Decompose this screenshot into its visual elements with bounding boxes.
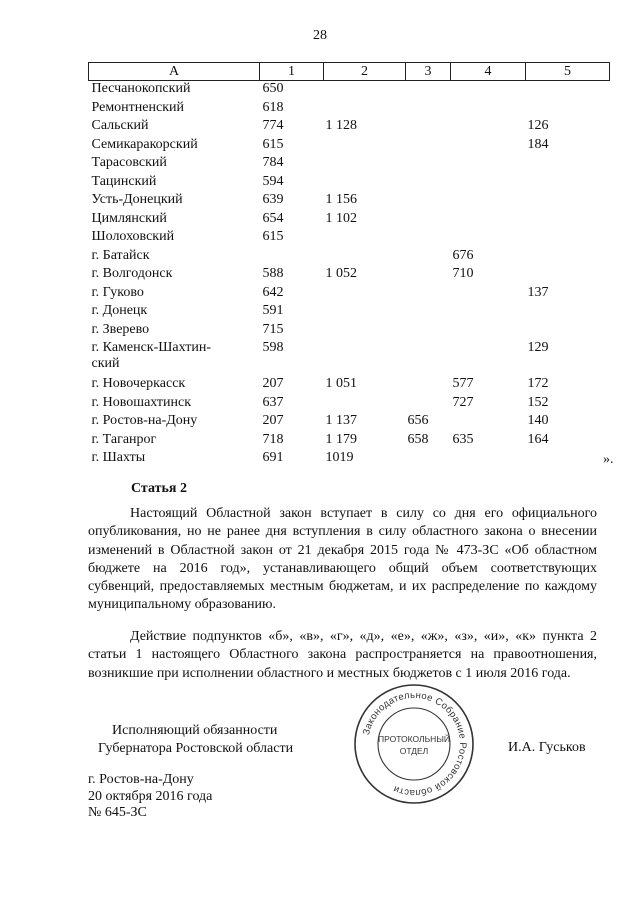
- table-cell: 615: [262, 136, 284, 152]
- table-row: [89, 266, 610, 285]
- municipality-name: Шолоховский: [91, 229, 175, 244]
- table-cell: [406, 340, 451, 376]
- table-row: [89, 174, 610, 193]
- table-row: [89, 432, 610, 451]
- table-cell: [526, 100, 610, 119]
- table-cell: [526, 155, 610, 174]
- table-cell: [526, 303, 610, 322]
- article-paragraph-2: Действие подпунктов «б», «в», «г», «д», «е», «ж», «з», «и», «к» пункта 2 статьи 1 настоящего Областного закона распространяется на правоотношения, возникшие при исполнении областного и местных бюджетов с 1 июля 2016 года.: [88, 629, 597, 681]
- table-cell: 676: [452, 247, 474, 263]
- table-cell: [526, 229, 610, 248]
- table-cell: [526, 192, 610, 211]
- table-row: [89, 322, 610, 341]
- table-cell: 598: [262, 340, 284, 355]
- table-cell: [324, 340, 406, 376]
- table-cell: 184: [527, 136, 549, 152]
- municipality-name: г. Гуково: [91, 284, 144, 300]
- column-header: 3: [406, 63, 451, 81]
- table-cell: [406, 174, 451, 193]
- table-cell: [324, 229, 406, 248]
- closing-quote: ».: [603, 452, 614, 467]
- table-row: [89, 413, 610, 432]
- municipality-name: г. Донецк: [91, 303, 148, 318]
- table-cell: 588: [262, 266, 284, 281]
- stamp-outer-ring: [355, 685, 473, 803]
- table-cell: [451, 450, 526, 469]
- table-row: [89, 303, 610, 322]
- table-cell: 137: [527, 284, 549, 300]
- municipality-name: Тарасовский: [91, 155, 167, 170]
- table-cell: 654: [262, 210, 284, 226]
- official-stamp: [352, 682, 476, 806]
- municipality-name: Песчанокопский: [91, 81, 191, 96]
- table-row: [89, 137, 610, 156]
- column-header: А: [89, 63, 260, 81]
- table-cell: 129: [527, 340, 549, 355]
- table-cell: 691: [262, 450, 284, 465]
- municipality-name: Семикаракорский: [91, 136, 198, 152]
- table-cell: [526, 450, 610, 469]
- table-cell: 774: [262, 118, 284, 133]
- column-header: 2: [324, 63, 406, 81]
- table-cell: [451, 118, 526, 137]
- table-cell: [406, 229, 451, 248]
- table-cell: 615: [262, 229, 284, 244]
- table-cell: [526, 81, 610, 100]
- table-row: [89, 100, 610, 119]
- table-cell: [451, 174, 526, 193]
- table-cell: 140: [527, 413, 549, 428]
- table-cell: [451, 192, 526, 211]
- municipality-name: г. Зверево: [91, 321, 150, 337]
- table-cell: [324, 100, 406, 119]
- table-cell: [451, 322, 526, 341]
- table-cell: 618: [262, 99, 284, 115]
- stamp-inner-ring: [378, 708, 450, 780]
- table-cell: [451, 81, 526, 100]
- municipality-name: г. Новошахтинск: [91, 394, 192, 410]
- signatory-title: [98, 722, 293, 758]
- table-row: [89, 155, 610, 174]
- municipality-name: Усть-Донецкий: [91, 192, 183, 207]
- municipality-name: Ремонтненский: [91, 99, 184, 115]
- table-cell: 1 051: [325, 376, 357, 391]
- table-row: [89, 285, 610, 304]
- table-cell: 594: [262, 173, 284, 189]
- table-cell: [406, 118, 451, 137]
- column-header: 1: [260, 63, 324, 81]
- signatory-title-line-2: Губернатора Ростовской области: [98, 741, 294, 756]
- table-cell: 642: [262, 284, 284, 300]
- table-cell: [451, 303, 526, 322]
- table-cell: 1019: [325, 450, 354, 465]
- table-cell: 1 102: [325, 210, 357, 226]
- table-cell: [451, 285, 526, 304]
- page-number: 28: [313, 28, 327, 43]
- table-cell: 591: [262, 303, 284, 318]
- column-header: 5: [526, 63, 610, 81]
- table-cell: 656: [407, 413, 429, 428]
- column-header: 4: [451, 63, 526, 81]
- table-cell: 727: [452, 394, 474, 410]
- table-cell: 207: [262, 376, 284, 391]
- municipality-name: г. Шахты: [91, 450, 146, 465]
- table-cell: [406, 192, 451, 211]
- table-row: [89, 211, 610, 230]
- table-row: [89, 450, 610, 469]
- table-cell: 152: [527, 394, 549, 410]
- article-title: Статья 2: [131, 481, 187, 496]
- table-cell: [406, 155, 451, 174]
- table-cell: [526, 266, 610, 285]
- table-row: [89, 118, 610, 137]
- signatory-title-line-1: Исполняющий обязанности: [112, 723, 278, 738]
- table-header-row: [89, 63, 610, 81]
- table-cell: [324, 155, 406, 174]
- table-cell: 650: [262, 81, 284, 96]
- table-cell: [406, 376, 451, 395]
- table-cell: [406, 450, 451, 469]
- table-cell: 126: [527, 118, 549, 133]
- table-row: [89, 229, 610, 248]
- table-cell: [324, 137, 406, 156]
- municipality-name: г. Батайск: [91, 247, 150, 263]
- subvention-table: [88, 62, 610, 469]
- table-row: [89, 81, 610, 100]
- table-row: [89, 192, 610, 211]
- table-cell: [406, 137, 451, 156]
- table-cell: [260, 248, 324, 267]
- table-cell: 1 052: [325, 266, 357, 281]
- municipality-name: Цимлянский: [91, 210, 167, 226]
- table-cell: [406, 266, 451, 285]
- table-cell: [406, 322, 451, 341]
- signatory-name: И.А. Гуськов: [508, 740, 586, 755]
- table-cell: [406, 285, 451, 304]
- table-cell: 172: [527, 376, 549, 391]
- table-cell: [451, 229, 526, 248]
- municipality-name: г. Новочеркасск: [91, 376, 186, 391]
- stamp-ring-text: Законодательное Собрание Ростовской области: [360, 689, 469, 799]
- table-cell: [406, 100, 451, 119]
- table-cell: [324, 285, 406, 304]
- table-cell: [451, 211, 526, 230]
- table-row: [89, 376, 610, 395]
- table-cell: [406, 81, 451, 100]
- table-row: [89, 340, 610, 376]
- table-cell: [324, 395, 406, 414]
- table-cell: 1 179: [325, 431, 357, 447]
- table-cell: [324, 248, 406, 267]
- city: г. Ростов-на-Дону: [88, 772, 194, 787]
- table-cell: 658: [407, 431, 429, 447]
- table-cell: 718: [262, 431, 284, 447]
- table-cell: 635: [452, 431, 474, 447]
- table-cell: [526, 211, 610, 230]
- table-cell: [526, 174, 610, 193]
- date: 20 октября 2016 года: [88, 788, 213, 804]
- stamp-center-line-2: ОТДЕЛ: [399, 746, 429, 756]
- table-cell: 207: [262, 413, 284, 428]
- table-row: [89, 395, 610, 414]
- municipality-name: Сальский: [91, 118, 149, 133]
- table-cell: 164: [527, 431, 549, 447]
- table-row: [89, 248, 610, 267]
- table-cell: [451, 340, 526, 376]
- municipality-name: г. Ростов-на-Дону: [91, 413, 198, 428]
- municipality-name: г. Волгодонск: [91, 266, 173, 281]
- table-cell: [324, 174, 406, 193]
- table-cell: 784: [262, 155, 284, 170]
- table-cell: 710: [452, 266, 474, 281]
- table-cell: 1 128: [325, 118, 357, 133]
- table-cell: [324, 322, 406, 341]
- municipality-name: Тацинский: [91, 173, 157, 189]
- table-cell: 1 156: [325, 192, 357, 207]
- table-cell: [324, 303, 406, 322]
- municipality-name: г. Каменск-Шахтин- ский: [91, 340, 212, 371]
- table-cell: 639: [262, 192, 284, 207]
- table-cell: [406, 248, 451, 267]
- municipality-name: г. Таганрог: [91, 431, 157, 447]
- law-number: № 645-ЗС: [88, 805, 147, 820]
- table-cell: [451, 155, 526, 174]
- article-paragraph-1: Настоящий Областной закон вступает в силу со дня его официального опубликования, но не ранее дня вступления в силу областного закона о внесении изменений в Областной закон от 21 декабря 2015 года № 473-ЗС «Об областном бюджете на 2016 год», устанавливающего общий объем соответствующих субвенций, предоставляемых местным бюджетам, и их распределение по каждому муниципальному образованию.: [88, 506, 597, 613]
- table-cell: [406, 395, 451, 414]
- table-cell: [451, 137, 526, 156]
- table-cell: [451, 100, 526, 119]
- table-cell: 577: [452, 376, 474, 391]
- table-cell: [451, 413, 526, 432]
- table-cell: [526, 322, 610, 341]
- table-cell: [406, 211, 451, 230]
- table-cell: 1 137: [325, 413, 357, 428]
- place-and-date: [88, 772, 212, 822]
- table-cell: [406, 303, 451, 322]
- table-cell: 637: [262, 394, 284, 410]
- table-cell: [324, 81, 406, 100]
- table-cell: 715: [262, 321, 284, 337]
- table-cell: [526, 248, 610, 267]
- stamp-center-line-1: ПРОТОКОЛЬНЫЙ: [378, 734, 450, 744]
